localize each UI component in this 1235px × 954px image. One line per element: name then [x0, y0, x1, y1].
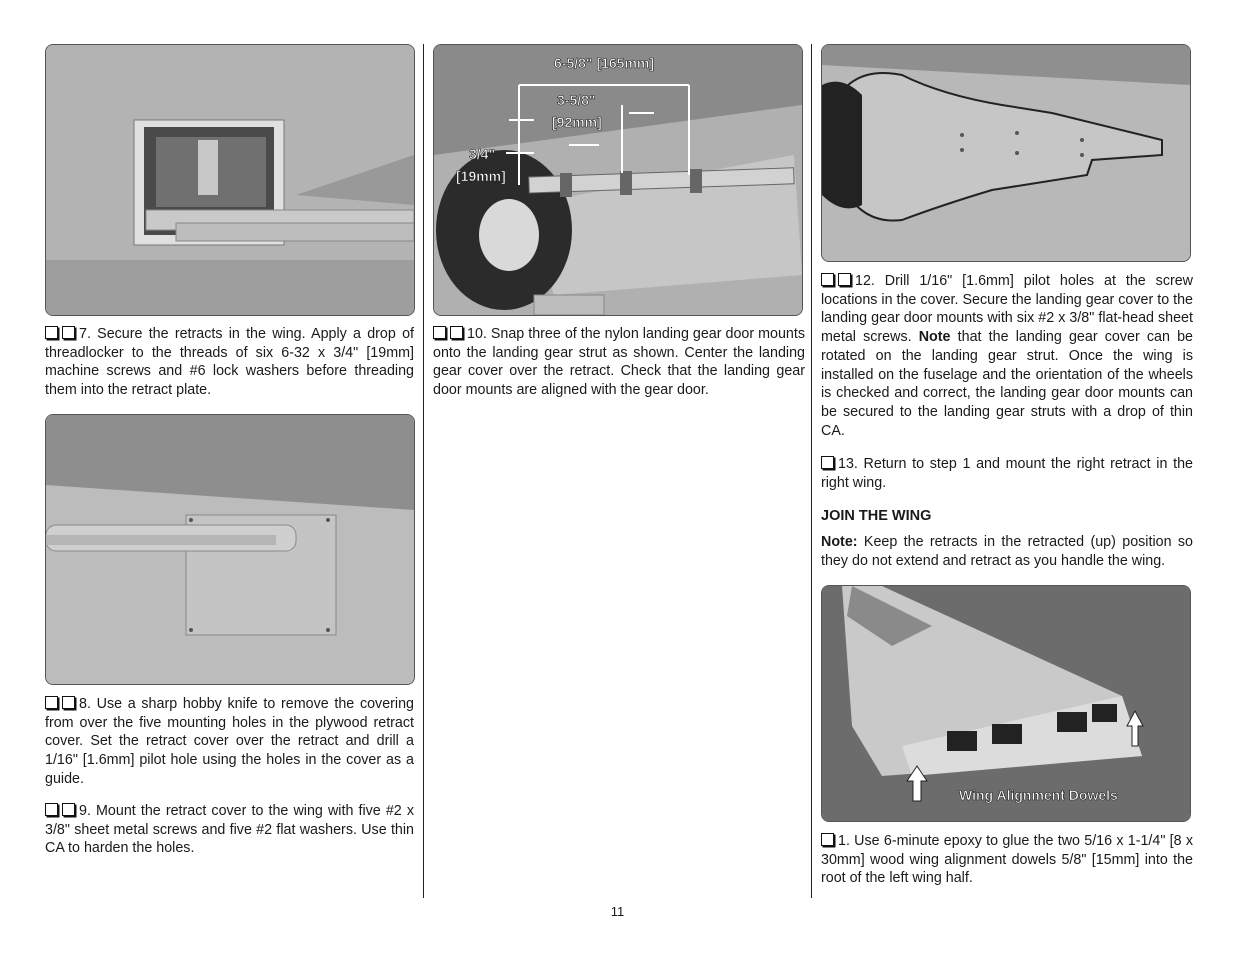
- dim-92-label-a: 3-5/8": [557, 92, 596, 108]
- column-divider-right: [811, 44, 812, 898]
- step-10-body: 10. Snap three of the nylon landing gear door mounts onto the landing gear strut as shown. Center the landing gear cover over the retract. Check that the landing gear door mounts are aligned with the gear door.: [433, 326, 805, 399]
- step-9-text: [45, 802, 414, 858]
- step-8-body: 8. Use a sharp hobby knife to remove the covering from over the five mounting holes in the plywood retract cover. Set the retract cover over the retract and drill a 1/16" [1.6mm] pilot hole using the holes in the cover as a guide.: [45, 696, 414, 787]
- join-note-body: Keep the retracts in the retracted (up) position so they do not extend and retract as you handle the wing.: [821, 534, 1193, 569]
- step-7-text: [45, 325, 414, 400]
- checkbox-icon[interactable]: [821, 833, 834, 846]
- photo-gear-cover: [821, 44, 1191, 262]
- checkbox-icon[interactable]: [45, 803, 58, 816]
- step-12-body-b: that the landing gear cover can be rotated on the landing gear strut. Once the wing is installed on the fuselage and the orientation of the wheels is checked and correct, the landing gear door mounts can be secured to the landing gear struts with a drop of thin CA.: [821, 329, 1193, 439]
- checkbox-icon[interactable]: [62, 326, 75, 339]
- step-12-note-label: Note: [918, 329, 951, 346]
- checkbox-icon[interactable]: [62, 696, 75, 709]
- dowels-label: Wing Alignment Dowels: [959, 787, 1118, 803]
- step-1-text: [821, 832, 1193, 888]
- checkbox-icon[interactable]: [821, 456, 834, 469]
- photo-retract-installed: [45, 44, 415, 316]
- photo-wing-dowels: [821, 585, 1191, 822]
- checkbox-icon[interactable]: [821, 273, 834, 286]
- photo-retract-cover: [45, 414, 415, 685]
- checkbox-icon[interactable]: [838, 273, 851, 286]
- step-13-body: 13. Return to step 1 and mount the right retract in the right wing.: [821, 456, 1193, 491]
- column-divider-left: [423, 44, 424, 898]
- step-7-body: 7. Secure the retracts in the wing. Apply a drop of threadlocker to the threads of six 6-32 x 3/4" [19mm] machine screws and #6 lock washers before threading them into the retract plate.: [45, 326, 414, 399]
- page-number: 11: [610, 904, 625, 919]
- step-9-body: 9. Mount the retract cover to the wing with five #2 x 3/8" sheet metal screws and five #2 flat washers. Use thin CA to harden the holes.: [45, 803, 414, 857]
- step-12-text: [821, 272, 1193, 440]
- step-12-body-a: 12. Drill 1/16" [1.6mm] pilot holes at the screw locations in the cover. Secure the landing gear cover to the landing gear door mounts with six #2 x 3/8" flat-head sheet metal screws.: [821, 273, 1193, 346]
- dim-92-label-b: [92mm]: [552, 114, 602, 130]
- step-1-body: 1. Use 6-minute epoxy to glue the two 5/16 x 1-1/4" [8 x 30mm] wood wing alignment dowels 5/8" [15mm] into the root of the left wing half.: [821, 833, 1193, 887]
- dim-19-label-b: [19mm]: [456, 168, 506, 184]
- checkbox-icon[interactable]: [45, 696, 58, 709]
- dim-19-label-a: 3/4": [469, 146, 496, 162]
- checkbox-icon[interactable]: [62, 803, 75, 816]
- section-heading-join-wing: JOIN THE WING: [821, 508, 932, 524]
- step-8-text: [45, 695, 414, 789]
- step-10-text: [433, 325, 805, 400]
- join-note-text: [821, 533, 1193, 570]
- checkbox-icon[interactable]: [45, 326, 58, 339]
- step-13-text: [821, 455, 1193, 492]
- photo-gear-door-mounts: [433, 44, 803, 316]
- join-note-label: Note:: [821, 534, 858, 550]
- dim-165-label: 6-5/8" [165mm]: [554, 55, 655, 71]
- checkbox-icon[interactable]: [450, 326, 463, 339]
- checkbox-icon[interactable]: [433, 326, 446, 339]
